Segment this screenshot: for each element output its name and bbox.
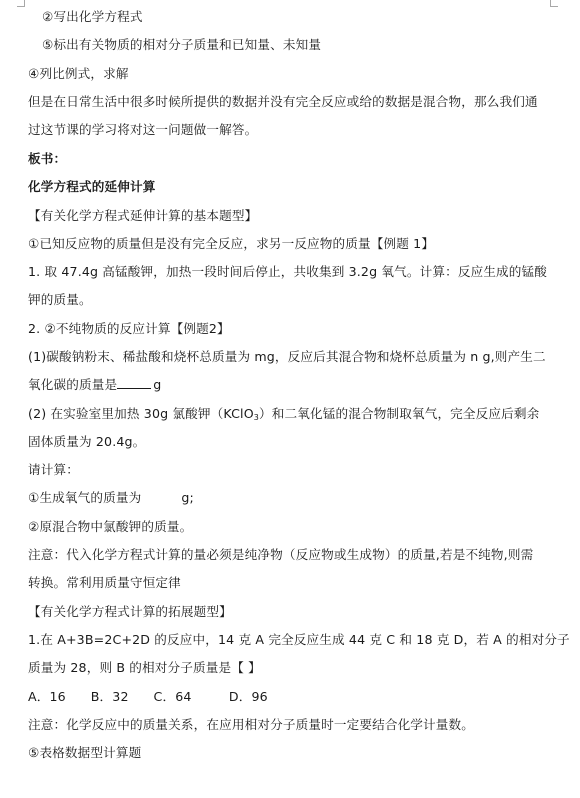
note-2: 注意：化学反应中的质量关系，在应用相对分子质量时一定要结合化学计量数。: [28, 717, 475, 732]
sub-question-2: ②原混合物中氯酸钾的质量。: [28, 519, 193, 534]
intro-paragraph-line-2: 过这节课的学习将对这一问题做一解答。: [28, 122, 258, 137]
sub-question-1: [28, 489, 194, 507]
example-1-line-1: 1. 取 47.4g 高锰酸钾，加热一段时间后停止，共收集到 3.2g 氧气。计算：反应生成的锰酸: [28, 264, 548, 279]
answer-options: A．16 B．32 C．64 D．96: [28, 689, 268, 704]
board-heading: 板书：: [28, 151, 67, 166]
example-1-line-2: 钾的质量。: [28, 292, 92, 307]
subscript-3: 3: [253, 413, 260, 422]
question-2-line-2: 固体质量为 20.4g。: [28, 434, 146, 449]
question-2-text-b: ）和二氧化锰的混合物制取氧气，完全反应后剩余: [259, 406, 540, 421]
question-2-text-a: (2) 在实验室里加热 30g 氯酸钾（KClO: [28, 406, 254, 421]
sub-question-1-unit: g;: [181, 490, 194, 505]
page-corner-mark-left: [17, 0, 25, 7]
type-1-heading: ①已知反应物的质量但是没有完全反应，求另一反应物的质量【例题 1】: [28, 236, 435, 251]
step-proportion: ④列比例式，求解: [28, 66, 129, 81]
question-1-line-2: [28, 376, 161, 394]
type-2-heading: 2. ②不纯物质的反应计算【例题2】: [28, 321, 230, 336]
page-corner-mark-right: [550, 0, 558, 7]
basic-types-heading: 【有关化学方程式延伸计算的基本题型】: [28, 208, 258, 223]
sub-question-1-text: ①生成氧气的质量为: [28, 490, 142, 505]
extended-question-line-1: 1.在 A+3B=2C+2D 的反应中，14 克 A 完全反应生成 44 克 C 和 18 克 D，若 A 的相对分子: [28, 632, 570, 647]
step-mark-masses: ⑤标出有关物质的相对分子质量和已知量、未知量: [42, 37, 322, 52]
table-data-heading: ⑤表格数据型计算题: [28, 745, 142, 760]
section-title: 化学方程式的延伸计算: [28, 179, 156, 194]
extended-types-heading: 【有关化学方程式计算的拓展题型】: [28, 604, 232, 619]
question-1-text: 氧化碳的质量是: [28, 377, 118, 392]
intro-paragraph-line-1: 但是在日常生活中很多时候所提供的数据并没有完全反应或给的数据是混合物，那么我们通: [28, 94, 538, 109]
extended-question-line-2: 质量为 28，则 B 的相对分子质量是【 】: [28, 660, 261, 675]
question-2-line-1: [28, 405, 539, 423]
unit-g: g: [153, 377, 162, 392]
calculate-prompt: 请计算：: [28, 462, 79, 477]
answer-blank[interactable]: [117, 376, 151, 389]
question-1-line-1: (1)碳酸钠粉末、稀盐酸和烧杯总质量为 mg，反应后其混合物和烧杯总质量为 n g,则产生二: [28, 349, 546, 364]
note-1-line-1: 注意：代入化学方程式计算的量必须是纯净物（反应物或生成物）的质量,若是不纯物,则需: [28, 547, 534, 562]
note-1-line-2: 转换。常利用质量守恒定律: [28, 575, 181, 590]
step-write-equation: ②写出化学方程式: [42, 9, 143, 24]
